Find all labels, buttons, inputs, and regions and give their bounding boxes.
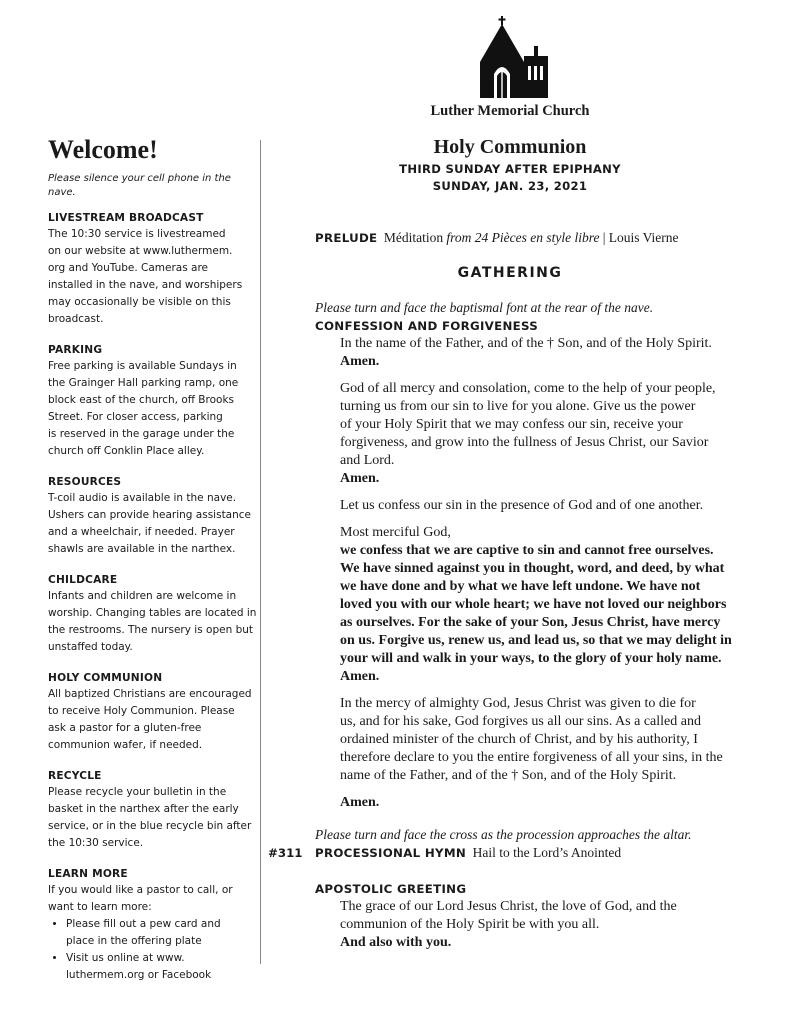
section-heading: RESOURCES: [48, 476, 122, 488]
text-line: • Visit us online at www.: [66, 952, 185, 964]
text-line: Infants and children are welcome in: [48, 590, 237, 602]
rubric-baptismal-font: Please turn and face the baptismal font at the rear of the nave.: [315, 300, 654, 315]
text-line: communion wafer, if needed.: [48, 739, 203, 751]
liturgical-day: THIRD SUNDAY AFTER EPIPHANY: [399, 162, 621, 176]
text-line: on us. Forgive us, renew us, and lead us, so that we may delight in: [340, 633, 732, 648]
opening-prayer: [340, 380, 745, 470]
info-section-childcare: [48, 572, 258, 656]
text-line: broadcast.: [48, 313, 104, 325]
prelude-title: Méditation: [383, 230, 444, 245]
text-line: is reserved in the garage under the: [48, 428, 235, 440]
text-line: us, and for his sake, God forgives us all our sins. As a called and: [340, 714, 701, 729]
text-line: name of the Father, and of the † Son, and of the Holy Spirit.: [340, 768, 677, 783]
text-line: org and YouTube. Cameras are: [48, 262, 209, 274]
text-line: of your Holy Spirit that we may confess our sin, receive your: [340, 417, 683, 432]
hymn-number: #311: [268, 846, 303, 860]
text-line: ordained minister of the church of Christ, and by his authority, I: [340, 732, 698, 747]
section-body: [48, 226, 258, 328]
text-line: church off Conklin Place alley.: [48, 445, 205, 457]
response-amen: Amen.: [340, 795, 380, 810]
text-line: the 10:30 service.: [48, 837, 144, 849]
confession-heading: CONFESSION AND FORGIVENESS: [315, 319, 539, 333]
silence-phone-note: Please silence your cell phone in the nave.: [48, 173, 231, 198]
text-line: luthermem.org or Facebook: [66, 969, 212, 981]
section-body: [48, 686, 258, 754]
apostolic-greeting: [340, 898, 745, 934]
text-line: we have done and by what we have left undone. We have not: [340, 579, 701, 594]
text-line: we confess that we are captive to sin and cannot free ourselves.: [340, 543, 714, 558]
text-line: In the mercy of almighty God, Jesus Christ was given to die for: [340, 696, 696, 711]
confession-invitation: [340, 497, 745, 515]
hymn-title: Hail to the Lord’s Anointed: [472, 845, 622, 860]
text-line: the restrooms. The nursery is open but: [48, 624, 254, 636]
column-divider: [260, 140, 261, 964]
invocation: [340, 335, 745, 353]
text-line: turning us from our sin to live for you alone. Give us the power: [340, 399, 696, 414]
text-line: the Grainger Hall parking ramp, one: [48, 377, 239, 389]
text-line: may occasionally be visible on this: [48, 296, 231, 308]
info-section-recycle: [48, 768, 258, 852]
text-line: basket in the narthex after the early: [48, 803, 239, 815]
section-body: [48, 588, 258, 656]
church-building-icon: [474, 16, 548, 98]
info-section-learn-more: [48, 866, 258, 984]
text-line: and Lord.: [340, 453, 395, 468]
text-line: and a wheelchair, if needed. Prayer: [48, 526, 235, 538]
section-heading: RECYCLE: [48, 770, 102, 782]
text-line: In the name of the Father, and of the † Son, and of the Holy Spirit.: [340, 336, 712, 351]
rubric-cross: Please turn and face the cross as the procession approaches the altar.: [315, 827, 692, 842]
response-amen: Amen.: [340, 354, 380, 369]
text-line: Please recycle your bulletin in the: [48, 786, 227, 798]
text-line: Ushers can provide hearing assistance: [48, 509, 252, 521]
text-line: your will and walk in your ways, to the glory of your holy name.: [340, 651, 722, 666]
text-line: loved you with our whole heart; we have not loved our neighbors: [340, 597, 727, 612]
text-line: ask a pastor for a gluten-free: [48, 722, 202, 734]
list-item: [66, 916, 258, 950]
welcome-heading: Welcome!: [48, 135, 158, 164]
text-line: If you would like a pastor to call, or: [48, 884, 233, 896]
greeting-response: And also with you.: [340, 935, 452, 950]
text-line: Let us confess our sin in the presence of God and of one another.: [340, 498, 704, 513]
text-line: Free parking is available Sundays in: [48, 360, 237, 372]
section-heading: HOLY COMMUNION: [48, 672, 163, 684]
most-merciful-line: Most merciful God,: [340, 525, 451, 540]
text-line: worship. Changing tables are located in: [48, 607, 257, 619]
hymn-label: PROCESSIONAL HYMN: [315, 846, 467, 860]
text-line: service, or in the blue recycle bin after: [48, 820, 252, 832]
processional-hymn-line: [315, 844, 745, 862]
text-line: The grace of our Lord Jesus Christ, the love of God, and the: [340, 899, 677, 914]
text-line: on our website at www.luthermem.: [48, 245, 233, 257]
section-heading-gathering: GATHERING: [457, 265, 563, 281]
text-line: • Please fill out a pew card and: [66, 918, 221, 930]
service-date: SUNDAY, JAN. 23, 2021: [432, 179, 588, 193]
section-body: [48, 358, 258, 460]
text-line: to receive Holy Communion. Please: [48, 705, 235, 717]
text-line: Street. For closer access, parking: [48, 411, 223, 423]
info-section-holy-communion: [48, 670, 258, 754]
section-body: [48, 882, 258, 984]
info-section-parking: [48, 342, 258, 460]
text-line: installed in the nave, and worshipers: [48, 279, 243, 291]
title-block: [315, 134, 705, 195]
response-amen: Amen.: [340, 471, 380, 486]
response-amen: Amen.: [340, 669, 380, 684]
text-line: want to learn more:: [48, 901, 152, 913]
prelude-composer: Louis Vierne: [608, 230, 679, 245]
text-line: All baptized Christians are encouraged: [48, 688, 252, 700]
text-line: T-coil audio is available in the nave.: [48, 492, 237, 504]
text-line: shawls are available in the narthex.: [48, 543, 236, 555]
text-line: God of all mercy and consolation, come to the help of your people,: [340, 381, 716, 396]
info-sidebar: [48, 134, 258, 984]
bullet-list: [48, 916, 258, 984]
text-line: unstaffed today.: [48, 641, 133, 653]
prelude-source: from 24 Pièces en style libre: [446, 230, 600, 245]
info-section-livestream-broadcast: [48, 210, 258, 328]
section-body: [48, 784, 258, 852]
text-line: communion of the Holy Spirit be with you all.: [340, 917, 600, 932]
greeting-heading: APOSTOLIC GREETING: [315, 882, 467, 896]
absolution: [340, 695, 745, 785]
prelude-label: PRELUDE: [315, 231, 378, 245]
service-title: Holy Communion: [433, 136, 587, 158]
text-line: place in the offering plate: [66, 935, 202, 947]
section-heading: LEARN MORE: [48, 868, 128, 880]
church-name: Luther Memorial Church: [430, 103, 590, 119]
text-line: We have sinned against you in thought, word, and deed, by what: [340, 561, 725, 576]
prelude-separator: |: [602, 230, 606, 245]
text-line: as ourselves. For the sake of your Son, Jesus Christ, have mercy: [340, 615, 721, 630]
section-heading: CHILDCARE: [48, 574, 118, 586]
info-section-resources: [48, 474, 258, 558]
confession-text: [340, 542, 745, 668]
text-line: The 10:30 service is livestreamed: [48, 228, 226, 240]
section-heading: LIVESTREAM BROADCAST: [48, 212, 204, 224]
prelude-line: [315, 229, 745, 247]
text-line: block east of the church, off Brooks: [48, 394, 235, 406]
list-item: [66, 950, 258, 984]
section-heading: PARKING: [48, 344, 103, 356]
section-body: [48, 490, 258, 558]
order-of-worship: [315, 134, 745, 952]
text-line: forgiveness, and grow into the fullness of Jesus Christ, our Savior: [340, 435, 709, 450]
text-line: therefore declare to you the entire forgiveness of all your sins, in the: [340, 750, 723, 765]
